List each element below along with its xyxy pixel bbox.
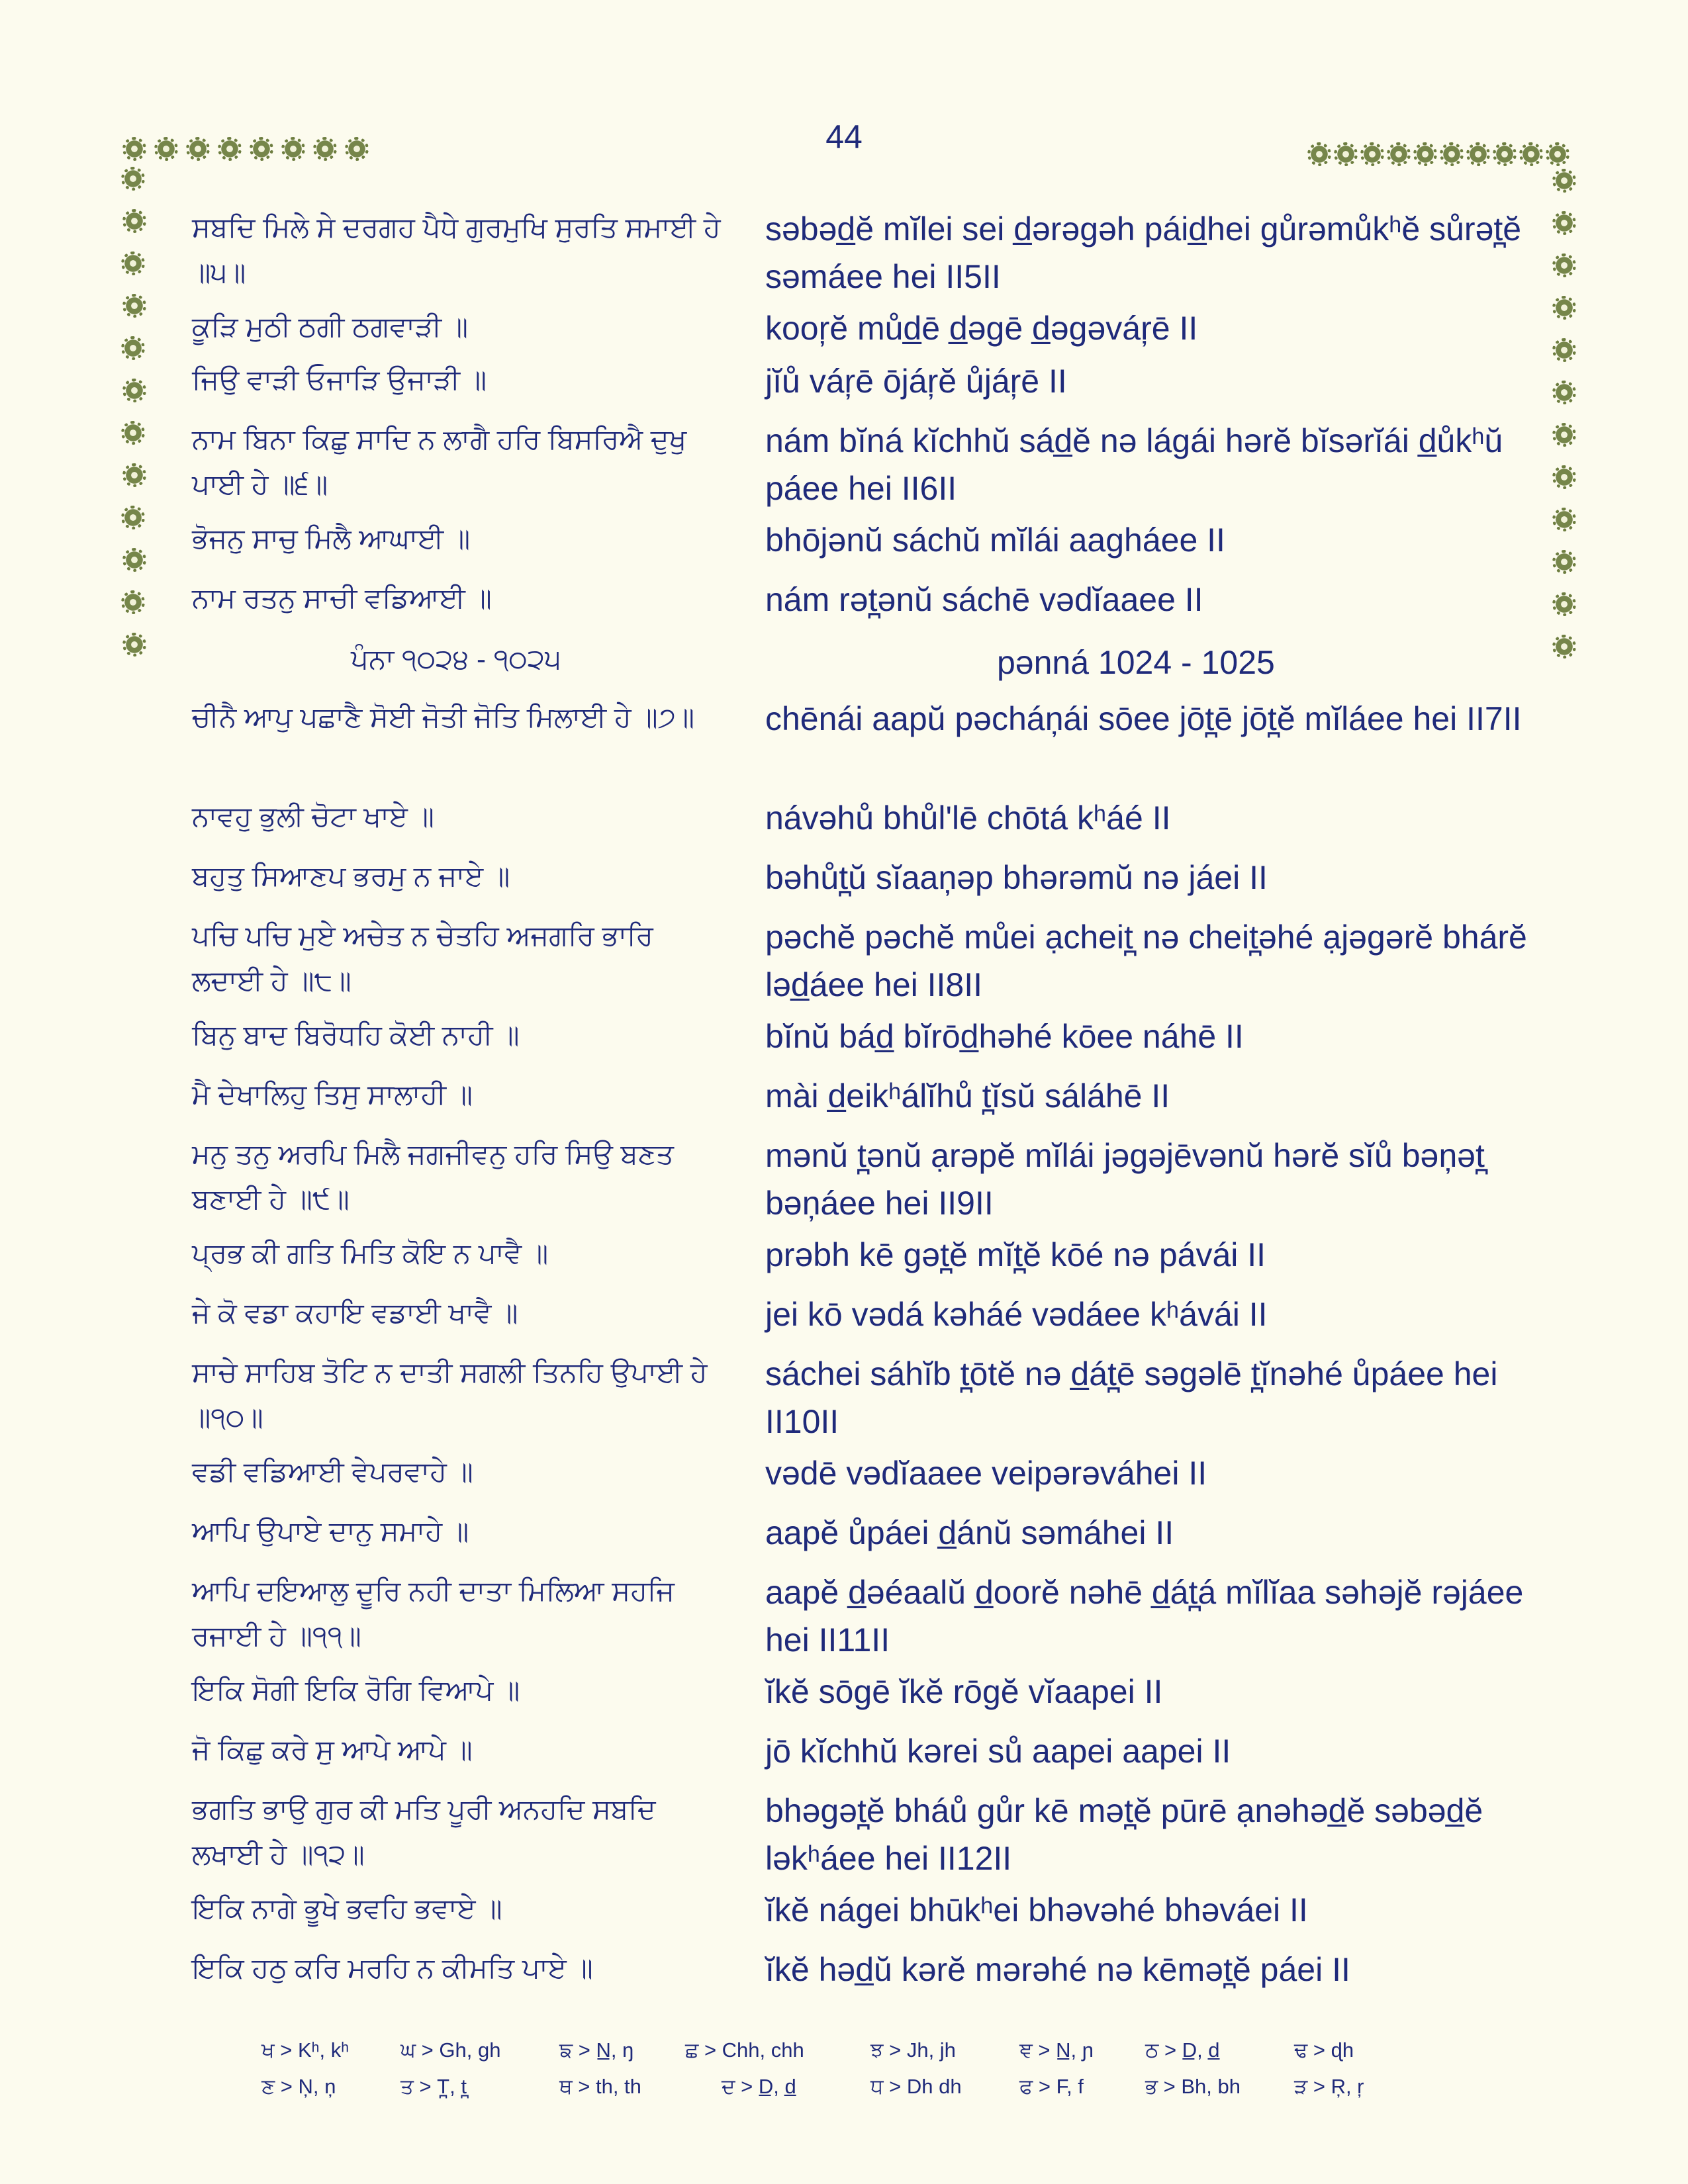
flower-ornament-icon [124,550,144,570]
flower-ornament-icon [252,139,271,159]
flower-ornament-icon [188,139,208,159]
transliteration-line: bəhůt̪ŭ sĭaaņəp bhərəmŭ nə jáei II [765,859,1268,896]
transliteration-line: mài d̲eikʰálĭhů t̪ĭsŭ sáláhē II [765,1077,1170,1115]
gurmukhi-line: ਸਾਚੇ ਸਾਹਿਬ ਤੋਟਿ ਨ ਦਾਤੀ ਸਗਲੀ ਤਿਨਹਿ ਉਪਾਈ ਹੇ ॥੧੦॥ [192,1357,708,1433]
legend-item: ਛ > Chh, chh [685,2038,804,2062]
gurmukhi-line: ਭਗਤਿ ਭਾਉ ਗੁਰ ਕੀ ਮਤਿ ਪੂਰੀ ਅਨਹਦਿ ਸਬਦਿ ਲਖਾਈ ਹੇ ॥੧੨॥ [192,1794,656,1870]
flower-ornament-icon [1362,144,1382,164]
transliteration-line: nám rət̪ənŭ sáchē vədĭaaee II [765,581,1203,618]
flower-ornament-icon [1548,144,1568,164]
transliteration-line: jei kō vədá kəháé vədáee kʰávái II [765,1296,1268,1333]
transliteration-line: vədē vədĭaaee veipərəváhei II [765,1455,1207,1492]
gurmukhi-line: ਆਪਿ ਉਪਾਏ ਦਾਨੁ ਸਮਾਹੇ ॥ [192,1516,469,1547]
flower-ornament-icon [1495,144,1515,164]
legend-item: ਙ > N̲, ŋ [559,2038,634,2062]
legend-item: ਘ > Gh, gh [400,2038,501,2062]
flower-ornament-icon [123,423,143,443]
gurmukhi-line: ਇਕਿ ਨਾਗੇ ਭੂਖੇ ਭਵਹਿ ਭਵਾਏ ॥ [192,1893,502,1924]
page-range-transliteration: pənná 1024 - 1025 [997,644,1275,681]
flower-ornament-icon [1336,144,1356,164]
gurmukhi-line: ਭੋਜਨੁ ਸਾਚੁ ਮਿਲੈ ਆਘਾਈ ॥ [192,523,471,554]
flower-ornament-icon [1554,171,1574,191]
gurmukhi-line: ਮਨੁ ਤਨੁ ਅਰਪਿ ਮਿਲੈ ਜਗਜੀਵਨੁ ਹਰਿ ਸਿਉ ਬਣਤ ਬਣਾਈ ਹੇ ॥੯॥ [192,1138,674,1214]
flower-ornament-icon [124,381,144,400]
gurmukhi-line: ਜੋ ਕਿਛੁ ਕਰੇ ਸੁ ਆਪੇ ਆਪੇ ॥ [192,1734,473,1765]
gurmukhi-line: ਜੇ ਕੋ ਵਡਾ ਕਹਾਇ ਵਡਾਈ ਖਾਵੈ ॥ [192,1297,518,1328]
legend-item: ਫ > F, f [1019,2075,1084,2098]
flower-ornament-icon [1521,144,1541,164]
flower-ornament-icon [1554,467,1574,487]
gurmukhi-line: ਮੈ ਦੇਖਾਲਿਹੁ ਤਿਸੁ ਸਾਲਾਹੀ ॥ [192,1079,473,1110]
gurmukhi-line: ਆਪਿ ਦਇਆਲੁ ਦੂਰਿ ਨਹੀ ਦਾਤਾ ਮਿਲਿਆ ਸਹਜਿ ਰਜਾਈ ਹੇ ॥੧੧॥ [192,1575,675,1651]
transliteration-line: ĭkĕ nágei bhūkʰei bhəvəhé bhəváei II [765,1891,1308,1929]
flower-ornament-icon [1554,425,1574,445]
legend-item: ਥ > th, th [559,2075,641,2098]
legend-item: ਖ > Kʰ, kʰ [261,2038,350,2062]
transliteration-line: mənŭ t̪ənŭ ạrəpĕ mĭlái jəgəjēvənŭ hərĕ sĭů bəņət̪ bəņáee hei II9II [765,1137,1485,1222]
flower-ornament-icon [1554,213,1574,233]
legend-item: ੜ > Ŗ, ŗ [1294,2075,1364,2098]
flower-ornament-icon [1554,340,1574,360]
page-range-gurmukhi: ਪੰਨਾ ੧੦੨੪ - ੧੦੨੫ [351,643,561,674]
transliteration-line: jō kĭchhŭ kərei sů aapei aapei II [765,1733,1231,1770]
flower-ornament-icon [123,338,143,358]
transliteration-line: ĭkĕ həd̲ŭ kərĕ mərəhé nə kēmət̪ĕ páei II [765,1951,1350,1988]
gurmukhi-line: ਇਕਿ ਸੋਗੀ ਇਕਿ ਰੋਗਿ ਵਿਆਪੇ ॥ [192,1674,520,1706]
flower-ornament-icon [1415,144,1435,164]
flower-ornament-icon [1554,510,1574,529]
transliteration-line: aapĕ ůpáei d̲ánŭ səmáhei II [765,1514,1174,1551]
flower-ornament-icon [1554,255,1574,275]
flower-ornament-icon [124,296,144,316]
legend-item: ਞ > N̲, ɲ [1019,2038,1094,2062]
flower-ornament-icon [123,592,143,612]
legend-item: ਭ > Bh, bh [1145,2075,1241,2098]
legend-item: ਦ > D̲, d̲ [722,2075,796,2098]
gurmukhi-line: ਕੂੜਿ ਮੁਠੀ ਠਗੀ ਠਗਵਾੜੀ ॥ [192,311,469,342]
gurmukhi-line: ਸਬਦਿ ਮਿਲੇ ਸੇ ਦਰਗਹ ਪੈਧੇ ਗੁਰਮੁਖਿ ਸੁਰਤਿ ਸਮਾਈ ਹੇ ॥੫॥ [192,212,721,288]
flower-ornament-icon [220,139,240,159]
flower-ornament-icon [1554,298,1574,318]
transliteration-line: jĭů váŗē ōjáŗĕ ůjáŗē II [765,363,1067,400]
flower-ornament-icon [156,139,176,159]
gurmukhi-line: ਇਕਿ ਹਠੁ ਕਰਿ ਮਰਹਿ ਨ ਕੀਮਤਿ ਪਾਏ ॥ [192,1952,593,1983]
transliteration-line: aapĕ d̲əéaalŭ d̲oorĕ nəhē d̲át̪á mĭlĭaa səhəjĕ rəjáee hei II11II [765,1574,1524,1659]
legend-item: ਠ > D̲, d̲ [1145,2038,1220,2062]
transliteration-line: kooŗĕ můd̲ē d̲əgē d̲əgəváŗē II [765,310,1198,347]
transliteration-line: pəchĕ pəchĕ můei ạcheit̪ nə cheit̪əhé ạjəgərĕ bhárĕ ləd̲áee hei II8II [765,919,1527,1003]
transliteration-line: sáchei sáhĭb t̪ōtĕ nə d̲át̪ē səgəlē t̪ĭnəhé ůpáee hei II10II [765,1355,1498,1440]
flower-ornament-icon [124,635,144,655]
gurmukhi-line: ਚੀਨੈ ਆਪੁ ਪਛਾਣੈ ਸੋਈ ਜੋਤੀ ਜੋਤਿ ਮਿਲਾਈ ਹੇ ॥੭॥ [192,702,695,733]
transliteration-line: návəhů bhůl'lē chōtá kʰáé II [765,799,1171,837]
transliteration-line: chēnái aapŭ pəcháņái sōee jōt̪ē jōt̪ĕ mĭláee hei II7II [765,700,1522,737]
flower-ornament-icon [124,139,144,159]
flower-ornament-icon [1554,637,1574,657]
transliteration-line: bĭnŭ bád̲ bĭrōd̲həhé kōee náhē II [765,1018,1244,1055]
flower-ornament-icon [315,139,335,159]
legend-item: ਝ > Jh, jh [870,2038,956,2062]
legend-item: ਣ > Ņ, ņ [261,2075,336,2098]
transliteration-line: bhəgət̪ĕ bháů gůr kē mət̪ĕ pūrē ạnəhəd̲ĕ səbəd̲ĕ ləkʰáee hei II12II [765,1792,1483,1877]
gurmukhi-line: ਬਿਨੁ ਬਾਦ ਬਿਰੋਧਹਿ ਕੋਈ ਨਾਹੀ ॥ [192,1019,520,1050]
gurmukhi-line: ਨਾਮ ਬਿਨਾ ਕਿਛੁ ਸਾਦਿ ਨ ਲਾਗੈ ਹਰਿ ਬਿਸਰਿਐ ਦੁਖੁ ਪਾਈ ਹੇ ॥੬॥ [192,424,687,500]
flower-ornament-icon [1468,144,1488,164]
flower-ornament-icon [123,253,143,273]
legend-item: ਢ > ɖh [1294,2038,1354,2062]
transliteration-line: nám bĭná kĭchhŭ sád̲ĕ nə lágái hərĕ bĭsərĭái d̲ůkʰŭ páee hei II6II [765,422,1503,507]
transliteration-line: ĭkĕ sōgē ĭkĕ rōgĕ vĭaapei II [765,1673,1163,1710]
flower-ornament-icon [1309,144,1329,164]
flower-ornament-icon [1554,552,1574,572]
gurmukhi-line: ਪਚਿ ਪਚਿ ਮੁਏ ਅਚੇਤ ਨ ਚੇਤਹਿ ਅਜਗਰਿ ਭਾਰਿ ਲਦਾਈ ਹੇ ॥੮॥ [192,920,653,996]
flower-ornament-icon [1554,383,1574,402]
flower-ornament-icon [1442,144,1462,164]
flower-ornament-icon [123,169,143,189]
gurmukhi-line: ਨਾਮ ਰਤਨੁ ਸਾਚੀ ਵਡਿਆਈ ॥ [192,582,492,614]
flower-ornament-icon [124,211,144,231]
legend-item: ਤ > T̪, t̪ [400,2075,467,2098]
flower-ornament-icon [123,508,143,527]
gurmukhi-line: ਬਹੁਤੁ ਸਿਆਣਪ ਭਰਮੁ ਨ ਜਾਏ ॥ [192,860,510,891]
flower-ornament-icon [1554,594,1574,614]
gurmukhi-line: ਨਾਵਹੁ ਭੁਲੀ ਚੋਟਾ ਖਾਏ ॥ [192,801,434,832]
gurmukhi-line: ਪ੍ਰਭ ਕੀ ਗਤਿ ਮਿਤਿ ਕੋਇ ਨ ਪਾਵੈ ॥ [192,1238,549,1269]
page-number: 44 [825,118,863,156]
gurmukhi-line: ਜਿਉ ਵਾੜੀ ਓਜਾੜਿ ਉਜਾੜੀ ॥ [192,364,487,395]
gurmukhi-line: ਵਡੀ ਵਡਿਆਈ ਵੇਪਰਵਾਹੇ ॥ [192,1456,473,1487]
legend-item: ਧ > Dh dh [870,2075,962,2098]
transliteration-line: prəbh kē gət̪ĕ mĭt̪ĕ kōé nə pávái II [765,1236,1266,1273]
transliteration-line: bhōjənŭ sáchŭ mĭlái aagháee II [765,522,1225,559]
flower-ornament-icon [347,139,367,159]
flower-ornament-icon [124,465,144,485]
flower-ornament-icon [1389,144,1409,164]
flower-ornament-icon [283,139,303,159]
transliteration-line: səbəd̲ĕ mĭlei sei d̲ərəgəh páid̲hei gůrəmůkʰĕ sůrət̪ĕ səmáee hei II5II [765,210,1522,295]
